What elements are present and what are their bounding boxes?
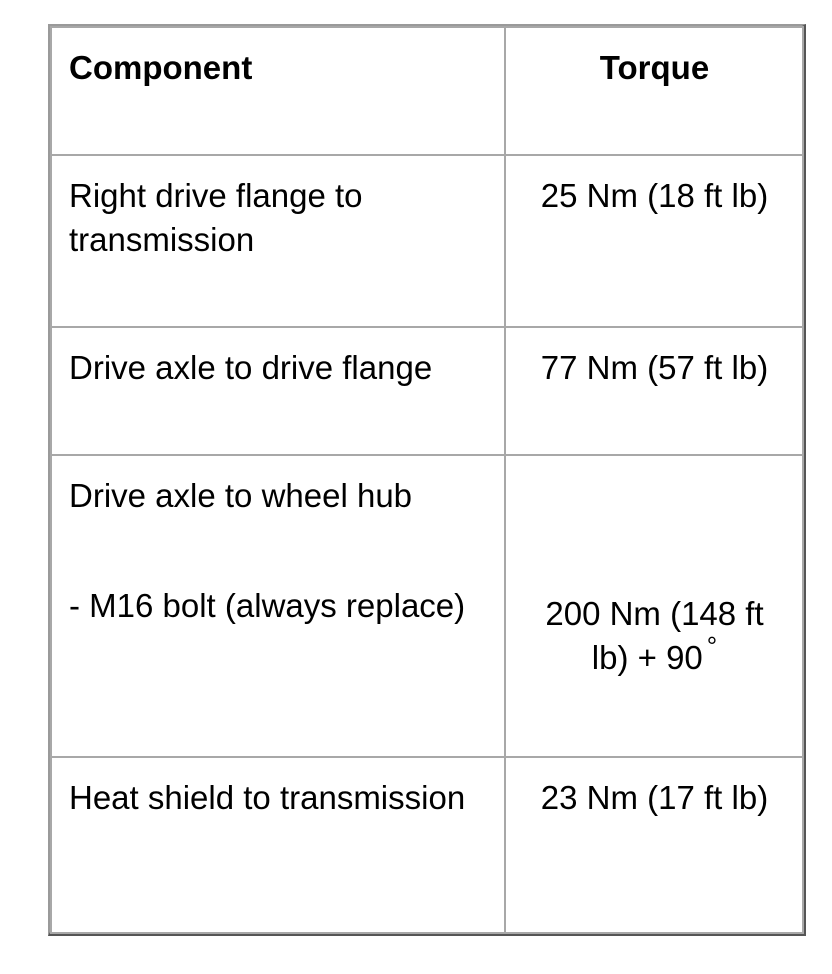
torque-text: 23 Nm (17 ft lb) xyxy=(540,779,769,816)
header-cell-torque xyxy=(505,27,803,155)
torque-table-frame xyxy=(48,24,806,936)
degree-symbol: ° xyxy=(706,631,718,661)
torque-table xyxy=(50,26,804,934)
table-row xyxy=(51,757,803,933)
table-row xyxy=(51,455,803,757)
torque-text: 200 Nm (148 ft lb) + 90 xyxy=(545,595,764,676)
component-text: Heat shield to transmission xyxy=(69,779,466,816)
header-cell-component xyxy=(51,27,505,155)
component-text: Drive axle to drive flange xyxy=(69,349,433,386)
torque-cell xyxy=(505,327,803,455)
torque-cell xyxy=(505,455,803,757)
component-text: Right drive flange to transmission xyxy=(69,177,363,258)
component-cell xyxy=(51,455,505,757)
component-cell xyxy=(51,757,505,933)
component-cell xyxy=(51,155,505,327)
header-torque-label: Torque xyxy=(599,49,710,86)
sub-component-text: - M16 bolt (always replace) xyxy=(69,587,466,624)
torque-cell xyxy=(505,757,803,933)
table-row xyxy=(51,327,803,455)
torque-text: 25 Nm (18 ft lb) xyxy=(540,177,769,214)
header-component-label: Component xyxy=(69,49,253,86)
header-row xyxy=(51,27,803,155)
component-cell xyxy=(51,327,505,455)
table-row xyxy=(51,155,803,327)
torque-text: 77 Nm (57 ft lb) xyxy=(540,349,769,386)
torque-cell xyxy=(505,155,803,327)
component-text: Drive axle to wheel hub xyxy=(69,477,413,514)
